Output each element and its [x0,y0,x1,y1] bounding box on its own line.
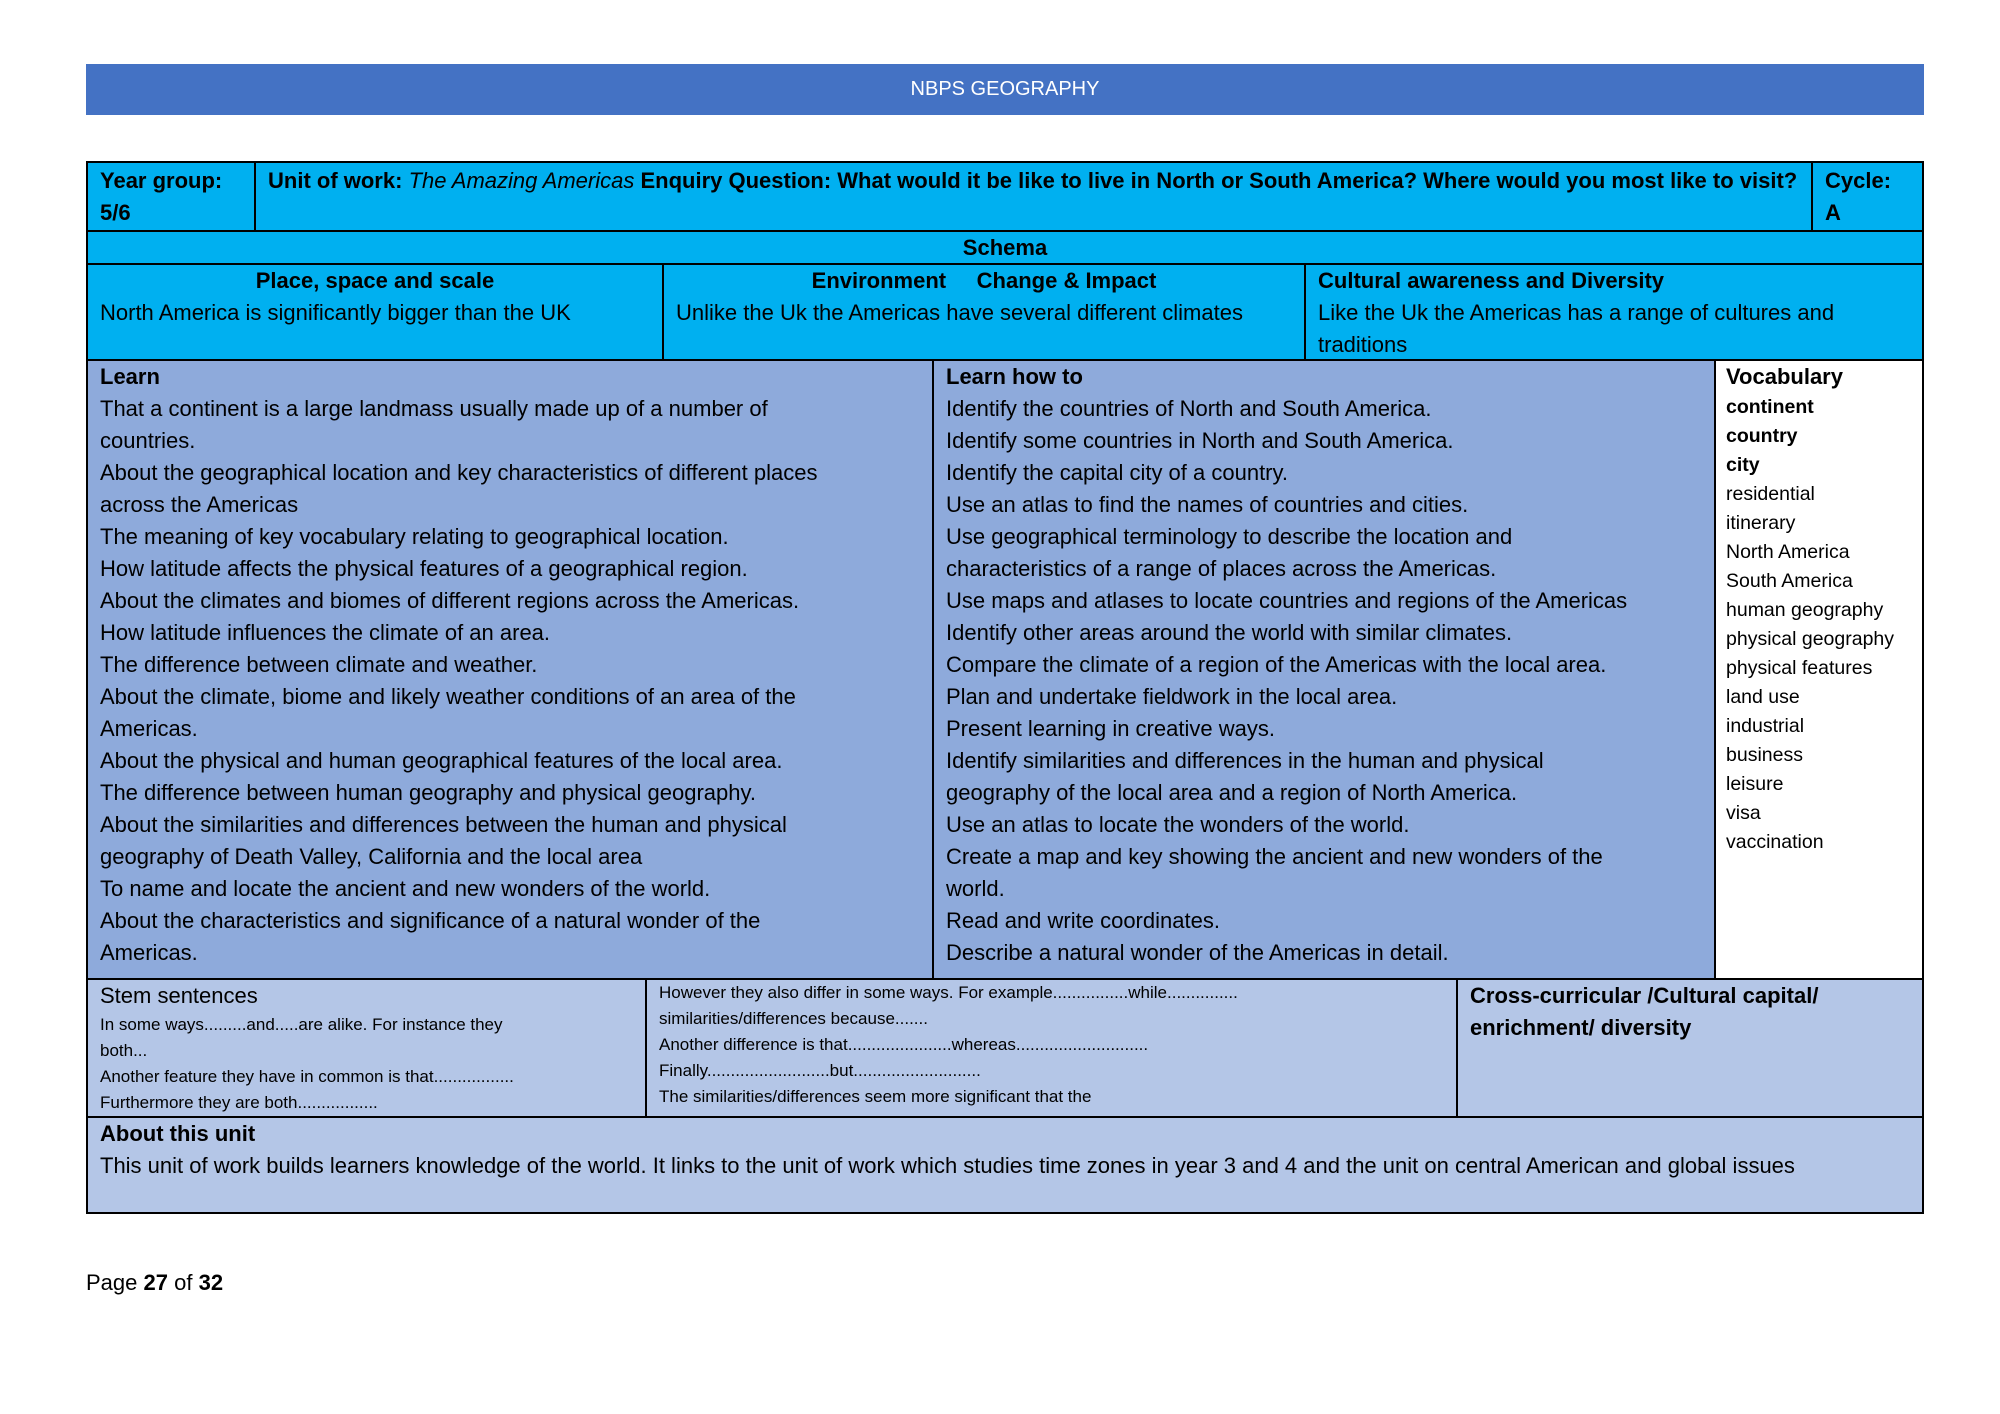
vocabulary-key-words [1726,393,1912,480]
stem-sentence: In some ways.........and.....are alike. For instance they [100,1015,503,1034]
stem-sentences-right-list [659,980,1444,1110]
learn-item: countries. [100,428,196,453]
vocabulary-word: business [1726,744,1803,766]
learn-item: How latitude influences the climate of an area. [100,620,551,645]
learn-list [100,393,920,969]
learn-how-item: world. [946,876,1005,901]
learn-how-item: Identify some countries in North and South America. [946,428,1454,453]
place-heading: Place, space and scale [255,268,495,293]
enquiry-label: Enquiry Question: [640,168,832,193]
learn-how-item: Read and write coordinates. [946,908,1220,933]
learn-how-cell [932,359,1716,980]
environment-heading: Environment Change & Impact [811,268,1157,293]
learn-item: About the similarities and differences between the human and physical [100,812,787,837]
stem-sentence: both... [100,1041,148,1060]
learn-item: About the characteristics and significance of a natural wonder of the [100,908,761,933]
vocabulary-word: land use [1726,686,1800,708]
unit-label: Unit of work: [268,168,403,193]
enquiry-question: What would it be like to live in North or South America? Where would you most like to visit? [837,168,1798,193]
year-group-value: 5/6 [100,200,131,225]
cycle-label: Cycle: [1825,168,1892,193]
learn-item: That a continent is a large landmass usually made up of a number of [100,396,768,421]
of-word: of [174,1270,193,1295]
vocabulary-key-word: country [1726,425,1798,447]
vocabulary-word: itinerary [1726,512,1796,534]
learn-item: About the climates and biomes of different regions across the Americas. [100,588,800,613]
learn-how-item: Identify the capital city of a country. [946,460,1288,485]
vocabulary-word: North America [1726,541,1850,563]
vocabulary-word: physical features [1726,657,1873,679]
stem-sentence: Another feature they have in common is that................. [100,1067,514,1086]
vocabulary-word: visa [1726,802,1761,824]
cycle-cell [1811,161,1924,232]
learn-item: The meaning of key vocabulary relating to geographical location. [100,524,729,549]
stem-sentence: However they also differ in some ways. For example................while............... [659,983,1238,1002]
learn-item: How latitude affects the physical features of a geographical region. [100,556,748,581]
vocabulary-key-word: city [1726,454,1760,476]
learn-how-item: Use an atlas to locate the wonders of the world. [946,812,1410,837]
learn-item: Americas. [100,716,198,741]
learn-how-item: Create a map and key showing the ancient and new wonders of the [946,844,1603,869]
cycle-value: A [1825,200,1841,225]
learn-how-heading: Learn how to [946,364,1083,389]
schema-culture-cell [1304,263,1924,361]
about-unit-heading: About this unit [100,1121,256,1146]
learn-heading: Learn [100,364,160,389]
learn-how-item: Compare the climate of a region of the Americas with the local area. [946,652,1607,677]
schema-title-cell [86,230,1924,265]
culture-text: Like the Uk the Americas has a range of cultures and traditions [1318,300,1835,357]
stem-sentences-left-list [100,1012,633,1116]
year-group-label: Year group: [100,168,223,193]
learn-how-item: Identify the countries of North and South America. [946,396,1432,421]
about-unit-text: This unit of work builds learners knowledge of the world. It links to the unit of work which studies time zones in year 3 and 4 and the unit on central American and global issues [100,1153,1795,1178]
learn-how-list [946,393,1702,969]
learn-cell [86,359,934,980]
vocabulary-word: industrial [1726,715,1805,737]
vocabulary-word: South America [1726,570,1853,592]
vocabulary-key-word: continent [1726,396,1814,418]
learn-how-item: characteristics of a range of places across the Americas. [946,556,1497,581]
place-text: North America is significantly bigger than the UK [100,300,571,325]
environment-text: Unlike the Uk the Americas have several different climates [676,300,1243,325]
cross-curricular-heading: Cross-curricular /Cultural capital/ enrichment/ diversity [1470,983,1819,1040]
learn-how-item: geography of the local area and a region of North America. [946,780,1518,805]
cross-curricular-cell [1456,978,1924,1118]
learn-how-item: Present learning in creative ways. [946,716,1275,741]
page-current: 27 [143,1270,168,1295]
learn-how-item: Identify similarities and differences in the human and physical [946,748,1544,773]
learn-item: About the geographical location and key characteristics of different places [100,460,818,485]
learn-how-item: Describe a natural wonder of the Americas in detail. [946,940,1449,965]
page-number [86,1270,223,1296]
unit-title: The Amazing Americas [408,168,635,193]
stem-sentence: Furthermore they are both................. [100,1093,378,1112]
stem-sentence: Another difference is that......................whereas............................ [659,1035,1149,1054]
schema-place-cell [86,263,664,361]
learn-item: Americas. [100,940,198,965]
learn-how-item: Identify other areas around the world with similar climates. [946,620,1513,645]
schema-environment-cell [662,263,1306,361]
culture-heading: Cultural awareness and Diversity [1318,268,1665,293]
learn-item: To name and locate the ancient and new wonders of the world. [100,876,711,901]
stem-sentences-heading: Stem sentences [100,983,258,1008]
stem-sentences-left-cell [86,978,647,1118]
stem-sentence: Finally..........................but........................... [659,1061,981,1080]
vocabulary-word: leisure [1726,773,1784,795]
vocabulary-word: human geography [1726,599,1884,621]
learn-how-item: Use an atlas to find the names of countries and cities. [946,492,1469,517]
vocabulary-words [1726,480,1912,857]
schema-title: Schema [962,235,1048,260]
vocabulary-word: residential [1726,483,1815,505]
vocabulary-heading: Vocabulary [1726,364,1843,389]
learn-item: geography of Death Valley, California and the local area [100,844,643,869]
learn-how-item: Plan and undertake fieldwork in the local area. [946,684,1398,709]
vocabulary-word: vaccination [1726,831,1824,853]
learn-item: About the climate, biome and likely weather conditions of an area of the [100,684,796,709]
vocabulary-cell [1714,359,1924,980]
year-group-cell [86,161,256,232]
page-word: Page [86,1270,138,1295]
banner-title: NBPS GEOGRAPHY [910,78,1100,100]
page-total: 32 [198,1270,224,1295]
learn-how-item: Use geographical terminology to describe the location and [946,524,1513,549]
stem-sentence: similarities/differences because....... [659,1009,928,1028]
stem-sentences-right-cell [645,978,1458,1118]
stem-sentence: The similarities/differences seem more significant that the [659,1087,1092,1106]
vocabulary-word: physical geography [1726,628,1895,650]
document-banner [86,64,1924,115]
learn-item: About the physical and human geographical features of the local area. [100,748,783,773]
learn-item: across the Americas [100,492,299,517]
learn-item: The difference between human geography and physical geography. [100,780,756,805]
unit-of-work-cell [254,161,1813,232]
learn-item: The difference between climate and weather. [100,652,538,677]
learn-how-item: Use maps and atlases to locate countries and regions of the Americas [946,588,1628,613]
about-unit-cell [86,1116,1924,1214]
